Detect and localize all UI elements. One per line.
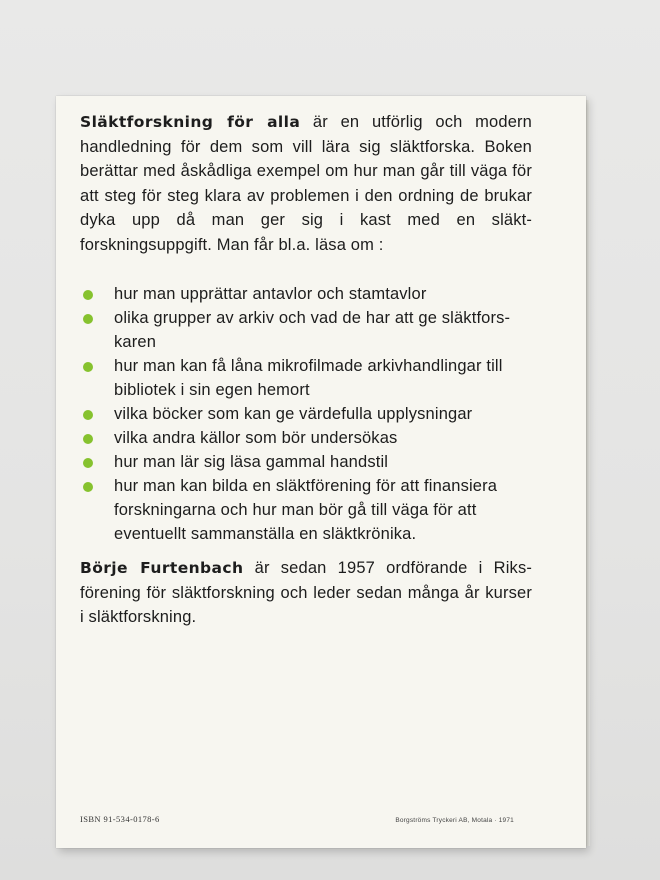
list-item xyxy=(80,450,532,474)
book-back-cover xyxy=(56,96,586,848)
book-title: Släktforskning för alla xyxy=(80,113,301,131)
author-name: Börje Furtenbach xyxy=(80,559,244,577)
list-item-text: hur man lär sig läsa gammal handstil xyxy=(114,453,389,471)
isbn-number: ISBN 91-534-0178-6 xyxy=(80,814,160,824)
green-bullet-icon xyxy=(83,290,93,300)
list-item xyxy=(80,426,532,450)
author-text: är sedan 1957 ordförande i Riks-förening för släktforskning och leder sedan många år kurser i släktforskning. xyxy=(80,559,532,626)
author-paragraph xyxy=(80,556,532,630)
list-item-text: hur man kan få låna mikrofilmade arkivhandlingar till bibliotek i sin egen hemort xyxy=(114,357,503,399)
green-bullet-icon xyxy=(83,458,93,468)
list-item-text: hur man kan bilda en släktförening för att finansiera forskningarna och hur man bör gå till väga för att eventuellt sammanställa en släktkrönika. xyxy=(114,477,498,543)
green-bullet-icon xyxy=(83,362,93,372)
intro-paragraph xyxy=(80,110,532,257)
green-bullet-icon xyxy=(83,314,93,324)
list-item xyxy=(80,306,532,354)
green-bullet-icon xyxy=(83,482,93,492)
list-item xyxy=(80,354,532,402)
green-bullet-icon xyxy=(83,410,93,420)
list-item-text: olika grupper av arkiv och vad de har att ge släktfors-karen xyxy=(114,309,511,351)
list-item-text: vilka andra källor som bör undersökas xyxy=(114,429,398,447)
green-bullet-icon xyxy=(83,434,93,444)
list-item xyxy=(80,474,532,546)
topic-list xyxy=(80,282,532,546)
list-item-text: vilka böcker som kan ge värdefulla upplysningar xyxy=(114,405,473,423)
intro-text: är en utförlig och modern handledning för dem som vill lära sig släktforska. Boken berättar med åskådliga exempel om hur man går till väga för att steg för steg klara av problemen i den ordning de brukar dyka upp då man ger sig i kast med en släkt-forskningsuppgift. Man får bl.a. läsa om : xyxy=(80,113,532,254)
list-item-text: hur man upprättar antavlor och stamtavlor xyxy=(114,285,427,303)
book-page-edge xyxy=(586,100,590,846)
printer-credit: Borgströms Tryckeri AB, Motala · 1971 xyxy=(395,817,514,824)
list-item xyxy=(80,282,532,306)
list-item xyxy=(80,402,532,426)
